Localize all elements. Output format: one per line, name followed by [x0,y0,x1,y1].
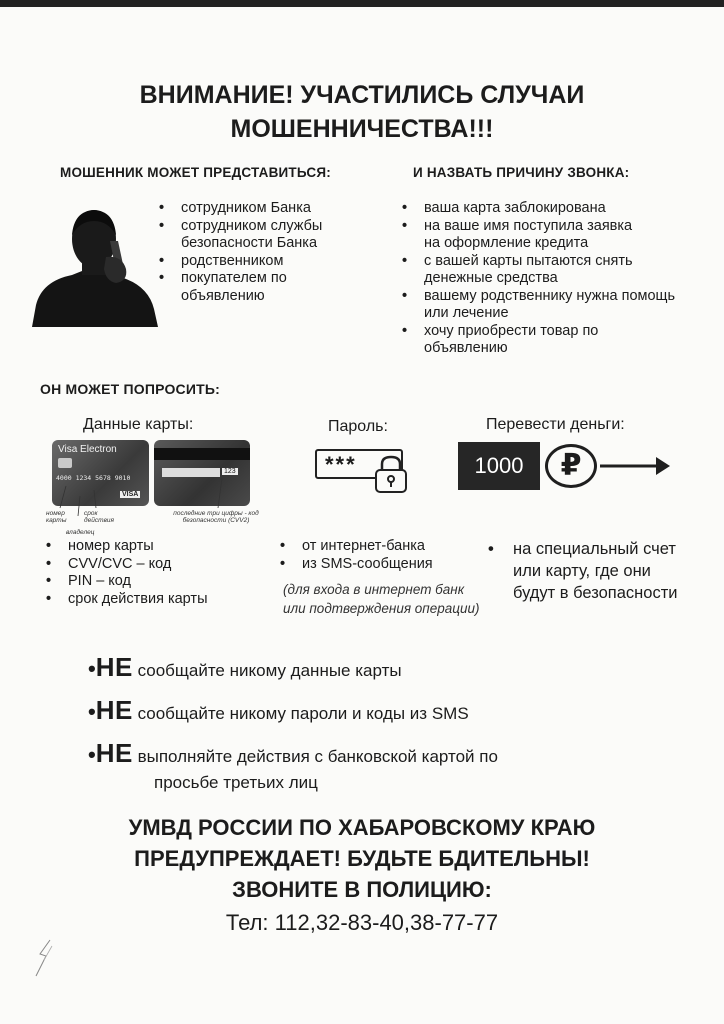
card-chip-icon [58,458,72,468]
warning-2: •НЕ сообщайте никому пароли и коды из SMS [88,695,469,725]
warning-3-continued: просьбе третьих лиц [154,773,318,792]
warning-ne: НЕ [95,695,133,725]
annotation-number: номер карты [46,510,67,524]
warning-ne: НЕ [95,652,133,682]
password-list [278,538,488,573]
footer-line3: ЗВОНИТЕ В ПОЛИЦИЮ: [232,877,492,902]
headline-line2: МОШЕННИЧЕСТВА!!! [230,115,494,143]
magnetic-stripe [154,448,250,460]
ruble-icon: ₽ [545,444,597,488]
card-data-label: Данные карты: [83,416,194,433]
impersonation-item: • сотрудником службы безопасности Банка [157,218,361,253]
impersonation-item: • покупателем по объявлению [157,270,331,305]
impersonation-item: • сотрудником Банка [157,200,377,218]
password-label: Пароль: [328,418,388,435]
arrow-right-icon [600,455,672,477]
reasons-list [400,200,685,358]
warning-ne: НЕ [95,738,133,768]
lock-icon [372,454,414,494]
password-item: • от интернет-банка [278,538,488,556]
impersonation-heading: МОШЕННИК МОЖЕТ ПРЕДСТАВИТЬСЯ: [60,165,331,180]
card-number-text: 4000 1234 5678 9010 [56,474,131,482]
reason-item: • хочу приобрести товар по объявлению [400,323,649,358]
reason-item: • ваша карта заблокирована [400,200,685,218]
footer-line1: УМВД РОССИИ ПО ХАБАРОВСКОМУ КРАЮ [128,815,596,840]
footer-line2: ПРЕДУПРЕЖДАЕТ! БУДЬТЕ БДИТЕЛЬНЫ! [134,846,590,871]
annotation-owner: владелец [66,529,95,536]
password-mask: *** [325,452,357,477]
card-data-item: • PIN – код [44,573,284,591]
headline-line1: ВНИМАНИЕ! УЧАСТИЛИСЬ СЛУЧАИ [139,81,585,109]
card-data-item: • номер карты [44,538,284,556]
reason-item: • с вашей карты пытаются снять денежные средства [400,253,649,288]
transfer-bullet: • [488,540,494,558]
impersonation-list [157,200,377,305]
signature-strip [162,468,220,477]
warning-text: сообщайте никому пароли и коды из SMS [137,704,469,723]
amount-box [458,442,540,490]
may-ask-heading: ОН МОЖЕТ ПОПРОСИТЬ: [40,381,220,397]
impersonation-item: • родственником [157,253,377,271]
visa-logo: VISA [122,491,139,498]
reason-item: • на ваше имя поступила заявка на оформление кредита [400,218,634,253]
caller-silhouette-icon [32,205,158,327]
page-top-edge [0,0,724,7]
card-data-item: • срок действия карты [44,591,284,609]
card-brand-text: Visa Electron [58,444,117,455]
annotation-cvv: последние три цифры - код безопасности (CVV2) [173,510,259,524]
password-note: (для входа в интернет банк или подтверждения операции) [283,582,480,616]
reasons-heading: И НАЗВАТЬ ПРИЧИНУ ЗВОНКА: [413,165,630,180]
reason-item: • вашему родственнику нужна помощь или лечение [400,288,694,323]
password-item: • из SMS-сообщения [278,556,488,574]
card-data-list [44,538,284,608]
transfer-text: на специальный счет или карту, где они будут в безопасности [513,540,678,602]
cvv-digits: 123 [224,468,236,475]
warning-text: выполняйте действия с банковской картой по [137,747,498,766]
transfer-label: Перевести деньги: [486,416,625,433]
warning-1: •НЕ сообщайте никому данные карты [88,652,402,682]
card-data-item: • CVV/CVC – код [44,556,284,574]
police-phone: Тел: 112,32-83-40,38-77-77 [225,910,499,935]
amount-text: 1000 [474,453,524,478]
warning-3: •НЕ выполняйте действия с банковской картой по [88,738,498,768]
scan-mark [32,938,62,978]
warning-text: сообщайте никому данные карты [137,661,402,680]
annotation-expiry: срок действия [84,510,114,524]
